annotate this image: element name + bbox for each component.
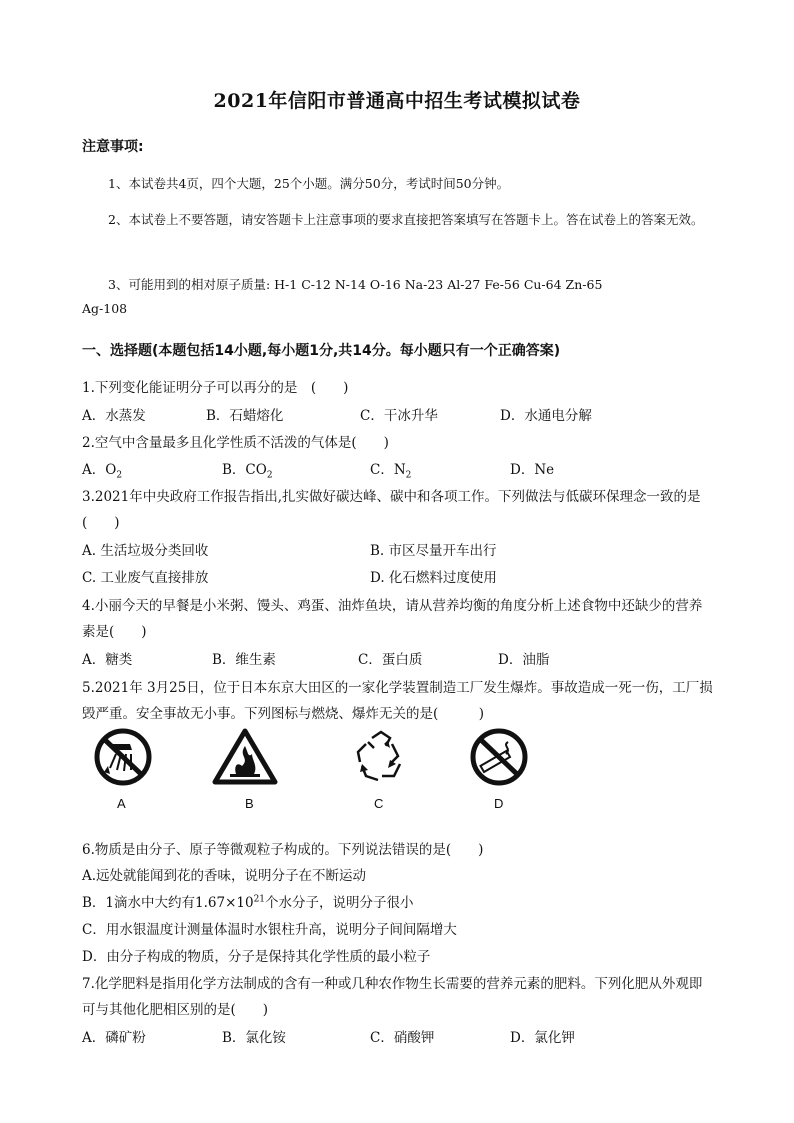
q1-option-c: C．干冰升华 <box>360 408 438 424</box>
flammable-warning-icon <box>212 728 278 786</box>
icon-label-a: A <box>117 796 126 811</box>
q1-option-b: B．石蜡熔化 <box>206 408 284 424</box>
q6-option-d: D．由分子构成的物质，分子是保持其化学性质的最小粒子 <box>82 949 431 965</box>
question-6-stem: 6.物质是由分子、原子等微观粒子构成的。下列说法错误的是( ) <box>82 842 484 858</box>
q1-option-d: D．水通电分解 <box>500 408 592 424</box>
icon-label-c: C <box>374 796 384 811</box>
q3-option-b: B. 市区尽量开车出行 <box>370 543 497 559</box>
question-2-stem: 2.空气中含量最多且化学性质不活泼的气体是( ) <box>82 435 389 451</box>
q7-option-c: C．硝酸钾 <box>370 1030 435 1046</box>
notice-heading: 注意事项: <box>82 139 144 155</box>
q2-option-d: D．Ne <box>510 462 555 478</box>
q2-option-c: C．$N_2$ <box>370 462 412 481</box>
q6-option-c: C．用水银温度计测量体温时水银柱升高，说明分子间间隔增大 <box>82 922 457 938</box>
q4-option-a: A．糖类 <box>82 652 133 668</box>
q3-option-c: C. 工业废气直接排放 <box>82 570 209 586</box>
notice-item-1: 1、本试卷共4页，四个大题，25个小题。满分50分，考试时间50分钟。 <box>108 176 510 191</box>
q7-option-d: D．氯化钾 <box>510 1030 575 1046</box>
q2-option-a: A．$O_2$ <box>82 462 123 481</box>
notice-item-3-cont: Ag-108 <box>82 301 128 316</box>
q2-option-b: B．$CO_2$ <box>222 462 273 481</box>
recycle-icon <box>348 728 414 786</box>
q7-option-a: A．磷矿粉 <box>82 1030 146 1046</box>
q3-option-d: D. 化石燃料过度使用 <box>370 570 497 586</box>
question-7-stem: 7.化学肥料是指用化学方法制成的含有一种或几种农作物生长需要的营养元素的肥料。下列化肥从外观即可与其他化肥相区别的是( ) <box>82 976 703 1018</box>
q7-option-b: B．氯化铵 <box>222 1030 286 1046</box>
icon-label-b: B <box>245 796 254 811</box>
q6-option-a: A.远处就能闻到花的香味，说明分子在不断运动 <box>82 868 367 884</box>
question-1-stem: 1.下列变化能证明分子可以再分的是 ( ) <box>82 380 349 396</box>
q1-option-a: A．水蒸发 <box>82 408 146 424</box>
notice-item-2: 2、本试卷上不要答题，请安答题卡上注意事项的要求直接把答案填写在答题卡上。答在试卷上的答案无效。 <box>108 212 704 227</box>
q3-option-a: A. 生活垃圾分类回收 <box>82 543 209 559</box>
no-water-spray-icon <box>90 728 156 786</box>
q4-option-b: B．维生素 <box>212 652 276 668</box>
page-title: 2021年信阳市普通高中招生考试模拟试卷 <box>213 90 581 112</box>
q6-option-b: B．1滴水中大约有$1.67\times 10^{21}$个水分子，说明分子很小 <box>82 894 414 911</box>
q4-option-d: D．油脂 <box>498 652 550 668</box>
q4-option-c: C．蛋白质 <box>358 652 423 668</box>
question-4-stem: 4.小丽今天的早餐是小米粥、馒头、鸡蛋、油炸鱼块，请从营养均衡的角度分析上述食物中还缺少的营养素是( ) <box>82 598 703 640</box>
question-3-stem: 3.2021年中央政府工作报告指出,扎实做好碳达峰、碳中和各项工作。下列做法与低碳环保理念一致的是( ) <box>82 489 701 531</box>
no-smoking-icon <box>466 728 532 786</box>
notice-item-3: 3、可能用到的相对原子质量: H-1 C-12 N-14 O-16 Na-23 Al-27 Fe-56 Cu-64 Zn-65 <box>108 277 603 292</box>
icon-label-d: D <box>494 796 504 811</box>
section-heading: 一、选择题(本题包括14小题,每小题1分,共14分。每小题只有一个正确答案) <box>82 343 561 359</box>
question-5-stem: 5.2021年 3月25日，位于日本东京大田区的一家化学装置制造工厂发生爆炸。事故造成一死一伤，工厂损毁严重。安全事故无小事。下列图标与燃烧、爆炸无关的是( ) <box>82 680 713 722</box>
